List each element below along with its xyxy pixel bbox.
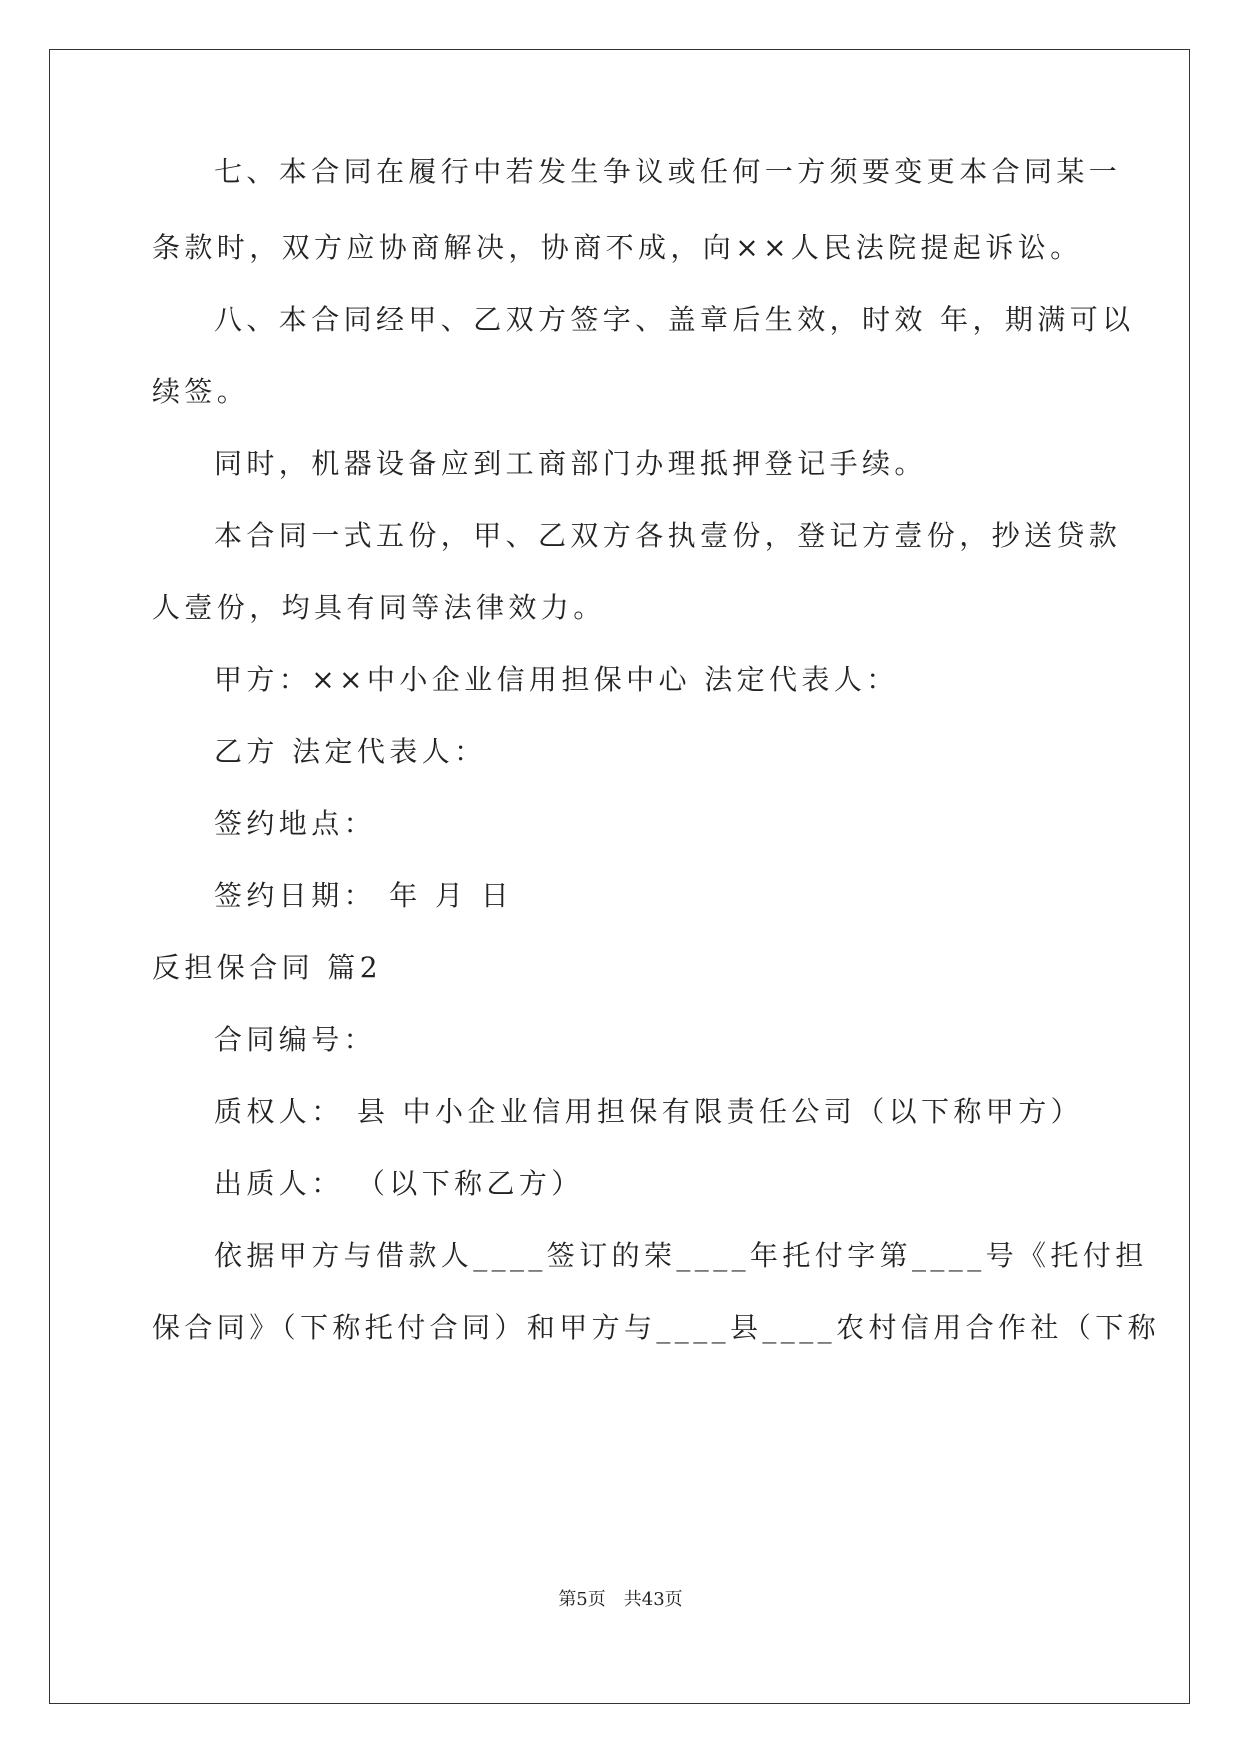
paragraph-line: 条款时，双方应协商解决，协商不成，向××人民法院提起诉讼。: [152, 231, 1083, 264]
paragraph-line: 八、本合同经甲、乙双方签字、盖章后生效，时效 年，期满可以: [214, 303, 1135, 336]
section-heading: 反担保合同 篇2: [152, 951, 382, 984]
contract-number: 合同编号：: [214, 1023, 377, 1056]
signature-party-b: 乙方 法定代表人：: [214, 735, 487, 768]
paragraph-line: 保合同》（下称托付合同）和甲方与____县____农村信用合作社（下称: [152, 1311, 1161, 1344]
paragraph-line: 续签。: [152, 375, 250, 408]
paragraph-line: 同时，机器设备应到工商部门办理抵押登记手续。: [214, 447, 927, 480]
signing-place: 签约地点：: [214, 807, 377, 840]
signing-date: 签约日期： 年 月 日: [214, 879, 514, 912]
paragraph-line: 人壹份，均具有同等法律效力。: [152, 591, 606, 624]
pledgor-line: 出质人： （以下称乙方）: [214, 1167, 584, 1200]
paragraph-line: 本合同一式五份，甲、乙双方各执壹份，登记方壹份，抄送贷款: [214, 519, 1122, 552]
paragraph-line: 依据甲方与借款人____签订的荣____年托付字第____号《托付担: [214, 1239, 1148, 1272]
pledgee-line: 质权人： 县 中小企业信用担保有限责任公司（以下称甲方）: [214, 1095, 1084, 1128]
page-number: 第5页 共43页: [558, 1589, 683, 1610]
paragraph-line: 七、本合同在履行中若发生争议或任何一方须要变更本合同某一: [214, 155, 1122, 188]
signature-party-a: 甲方：××中小企业信用担保中心 法定代表人：: [214, 663, 899, 696]
